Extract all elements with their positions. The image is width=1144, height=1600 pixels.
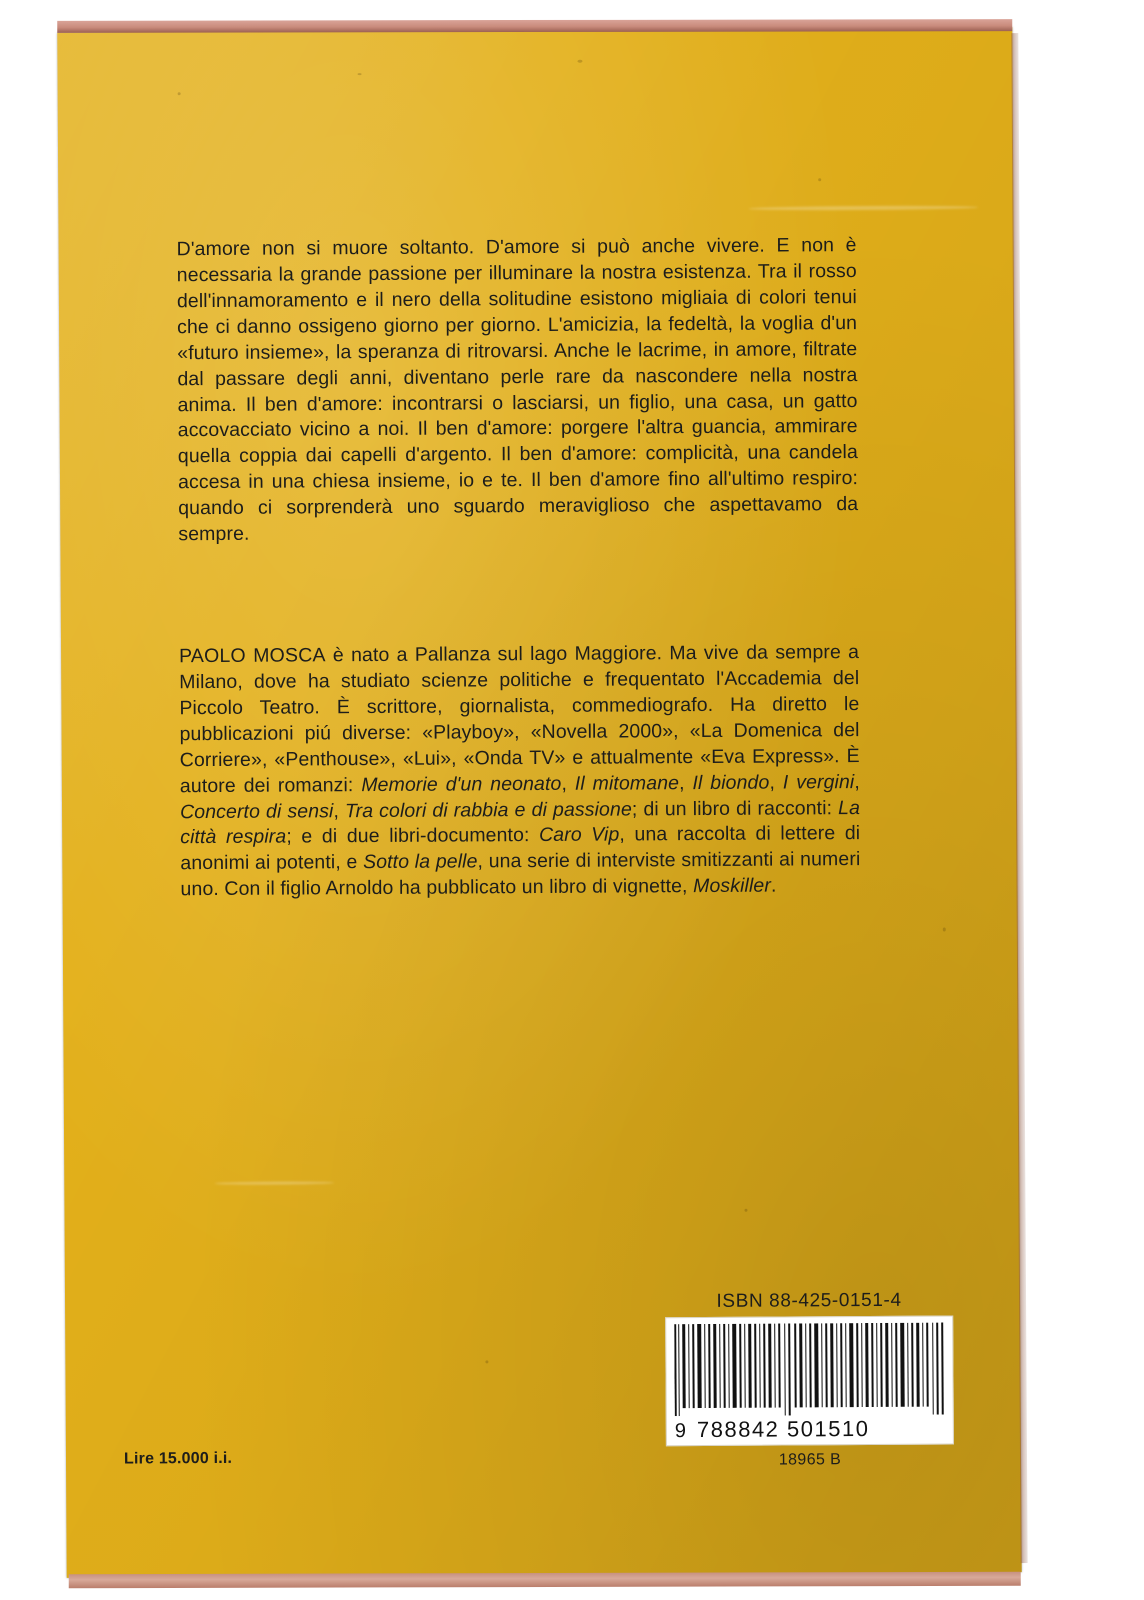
author-name: PAOLO MOSCA <box>179 644 326 668</box>
price-label: Lire 15.000 i.i. <box>123 1449 233 1468</box>
page-edge-top <box>57 19 1012 33</box>
cover-speck <box>577 60 582 63</box>
cover-speck <box>178 92 181 95</box>
barcode-block <box>665 1289 954 1470</box>
back-cover-blurb: D'amore non si muore soltanto. D'amore si può anche vivere. E non è necessaria la grande passione per illuminare la nostra esistenza. Tra il rosso dell'innamoramento e il nero della solitudine esistono migliaia di colori tenui che ci danno ossigeno giorno per giorno. L'amicizia, la fedeltà, la voglia d'un «futuro insieme», la speranza di ritrovarsi. Anche le lacrime, in amore, filtrate dal passare degli anni, diventano perle rare da nascondere nella nostra anima. Il ben d'amore: incontrarsi o lasciarsi, un figlio, una casa, un gatto accovacciato vicino a noi. Il ben d'amore: porgere l'altra guancia, ammirare quella coppia dai capelli d'argento. Il ben d'amore: complicità, una candela accesa in una chiesa insieme, io e te. Il ben d'amore fino all'ultimo respiro: quando ci sorprenderà uno sguardo meraviglioso che aspettavamo da sempre. <box>176 234 859 546</box>
book-title-10: Moskiller <box>693 874 771 898</box>
book-title-6: Tra colori di rabbia e di passione <box>344 797 632 822</box>
cover-speck <box>485 1360 488 1363</box>
bio-part-1: è nato a Pallanza sul lago Maggiore. Ma vive da sempre a Milano, dove ha studiato scienze politiche e frequentato l'Accademia del Piccolo Teatro. È scrittore, giornalista, commediografo. Ha diretto le pubblicazioni piú diverse: «Playboy», «Novella 2000», «La Domenica del Corriere», «Penthouse», «Lui», «Onda TV» e attualmente «Eva Express». È autore dei romanzi: <box>179 641 860 797</box>
barcode-bars-icon <box>674 1323 945 1417</box>
cover-speck <box>818 178 821 181</box>
book-title-5: Concerto di sensi <box>179 799 334 823</box>
barcode-main-digits: 788842 501510 <box>696 1415 870 1443</box>
book-title-9: Sotto la pelle <box>363 850 478 874</box>
bio-sep-3: , <box>769 771 783 794</box>
bio-sep-5: , <box>333 799 346 822</box>
book-title-3: Il biondo <box>692 771 770 794</box>
bio-part-2: ; di un libro di racconti: <box>631 796 839 820</box>
bio-part-6: . <box>770 874 777 897</box>
bio-sep-1: , <box>561 772 575 795</box>
page-edge-right <box>1011 33 1027 1563</box>
isbn-text: ISBN 88-425-0151-4 <box>716 1289 902 1312</box>
barcode-digits <box>675 1416 945 1444</box>
book-title-7: La città respira <box>180 796 861 849</box>
page-edge-bottom <box>69 1572 1021 1588</box>
book-title-1: Memorie d'un neonato <box>361 772 562 796</box>
cover-scuff <box>214 1181 334 1185</box>
cover-speck <box>943 928 946 932</box>
bio-sep-2: , <box>678 771 693 794</box>
cover-speck <box>744 1209 747 1212</box>
book-back-cover <box>57 27 1021 1578</box>
book-title-4: I vergini <box>782 770 855 794</box>
barcode-box <box>665 1315 954 1446</box>
bio-part-4: , una raccolta di lettere di anonimi ai potenti, e <box>180 822 861 875</box>
internal-code: 18965 B <box>778 1451 842 1469</box>
cover-scuff <box>748 205 978 210</box>
barcode-lead-digit: 9 <box>674 1420 688 1443</box>
author-bio <box>179 640 861 903</box>
bio-part-5: , una serie di interviste smitizzanti ai numeri uno. Con il figlio Arnoldo ha pubblicato un libro di vignette, <box>180 848 861 901</box>
bio-part-3: ; e di due libri-documento: <box>286 824 540 849</box>
book-title-2: Il mitomane <box>574 771 680 795</box>
cover-speck <box>358 73 362 75</box>
bio-sep-4: , <box>854 770 860 793</box>
book-title-8: Caro Vip <box>538 823 620 847</box>
